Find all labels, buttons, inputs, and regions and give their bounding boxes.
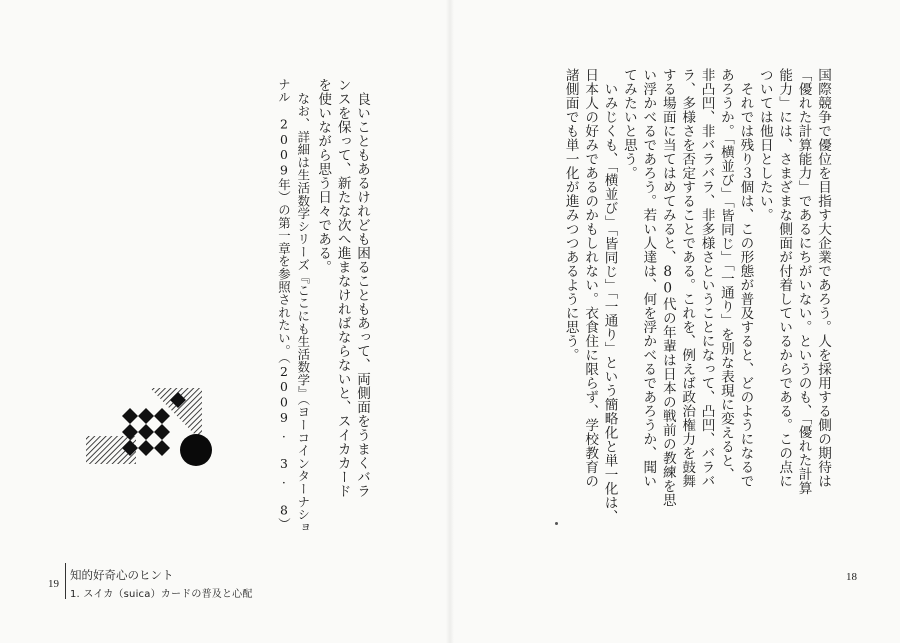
left-page-body-text [274,78,371,538]
page-gutter [446,0,454,643]
text-line: ついては他日としたい。 [756,68,773,222]
black-circle-shape [180,434,212,466]
running-head-subtitle: 1. スイカ（suica）カードの普及と心配 [70,589,253,600]
text-line: いみじくも、「横並び」「皆同じ」「一通り」という簡略化と単一化は、 [601,82,618,524]
text-line: ラ、多様さを否定することである。これを、例えば政治権力を鼓舞 [679,68,696,488]
text-line: それでは残り３個は、この形態が普及すると、どのようになるで [737,82,754,488]
right-page-body-text [560,68,832,538]
page-number-right: 18 [846,571,857,583]
text-line: てみたいと思う。 [620,68,637,180]
running-head-rule [65,563,66,599]
text-line: 良いこともあるけれども困ることもあって、両側面をうまくバラ [354,92,371,498]
text-line: 日本人の好みであるのかもしれない。衣食住に限らず、学校教育の [582,68,599,488]
diamond-grid-shape [122,392,186,456]
text-line: 諸側面でも単一化が進みつつあるように思う。 [562,68,579,362]
text-line: する場面に当てはめてみると、80代の年輩は日本の戦前の教練を思 [659,68,676,507]
text-line: あろうか。「横並び」「皆同じ」「一通り」を別な表現に変えると、 [717,68,734,482]
note-line: なお、詳細は生活数学シリーズ『ここにも生活数学』（ヨーコインターナショ [295,92,311,534]
decorative-ornament [84,384,218,476]
text-line: を使いながら思う日々である。 [315,78,332,274]
page-number-left: 19 [48,578,59,590]
text-line: ンスを保って、新たな次へ進まなければならないと、スイカカード [334,78,351,498]
text-line: 能力」には、さまざまな側面が付着しているからである。この点に [776,68,793,488]
note-line: ナル 2009年）の第一章を参照されたい。（2009. 3. 8） [276,78,292,531]
running-head-title: 知的好奇心のヒント [70,568,174,582]
text-line: 非凸凹、非バラバラ、非多様さということになって、凸凹、バラバ [698,68,715,488]
print-speck [555,522,558,525]
text-line: 国際競争で優位を目指す大企業であろう。人を採用する側の期待は [815,68,831,488]
text-line: 「優れた計算能力」であるにちがいない。というのも、「優れた計算 [795,68,812,496]
text-line: い浮かべるであろう。若い人達は、何を浮かべるであろうか、聞い [640,68,657,488]
